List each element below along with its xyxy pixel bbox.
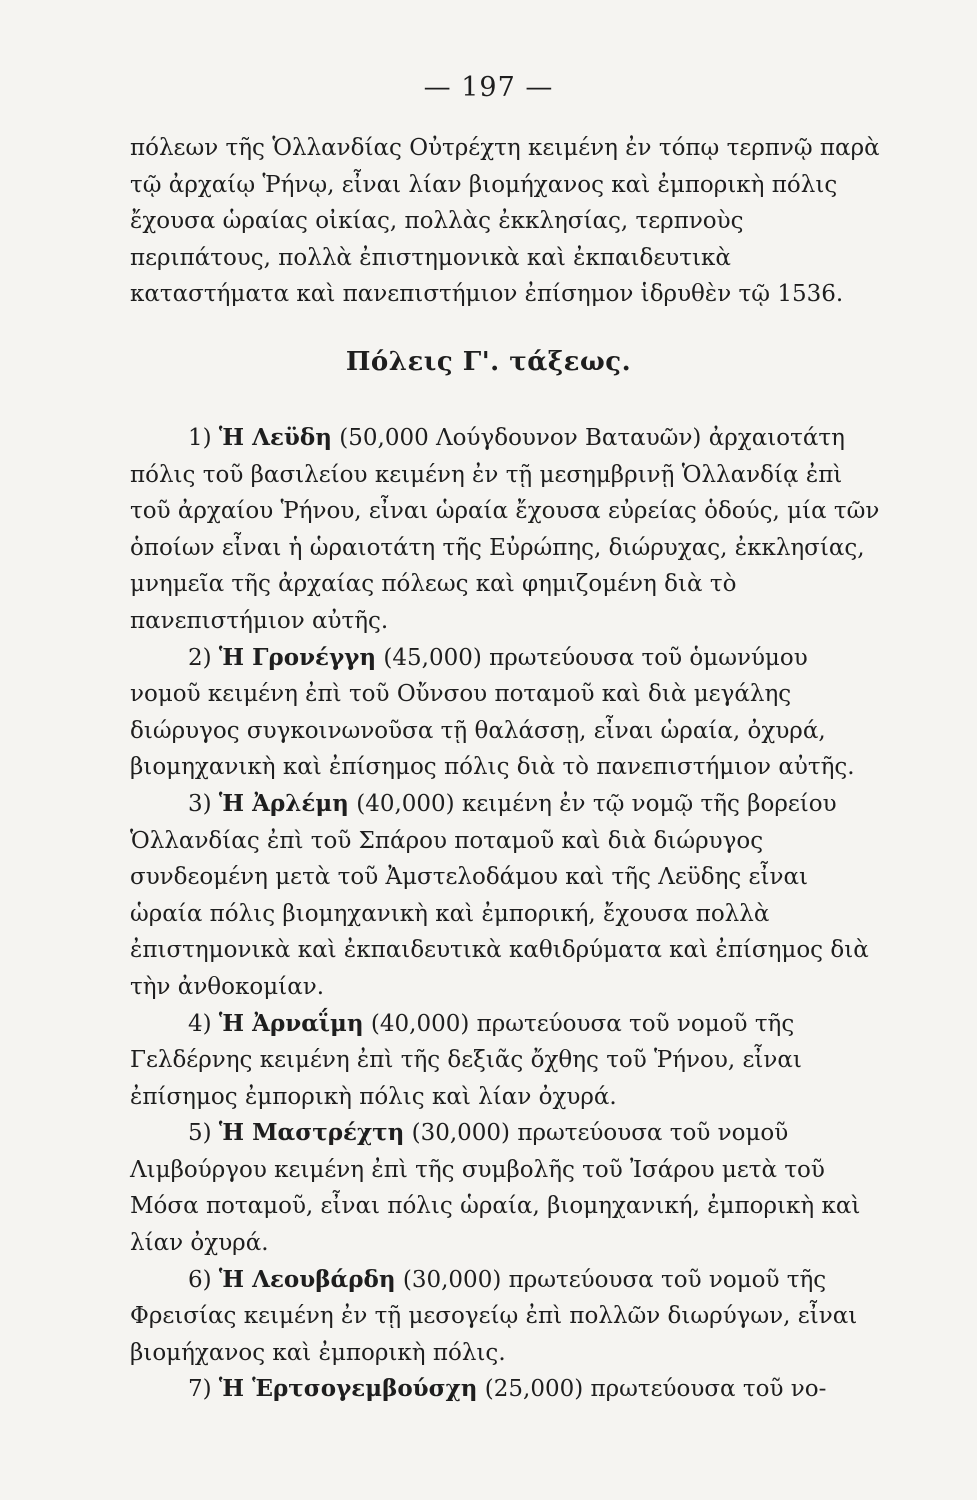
city-description: πρωτεύουσα τοῦ νο- [590,1376,827,1403]
entry-number: 7) [188,1376,212,1403]
entry-number: 1) [188,425,212,451]
city-population: (25,000) [484,1376,584,1403]
city-description: πρωτεύουσα τοῦ νομοῦ τῆς Γελδέρνης κειμένη ἐπὶ τῆς δεξιᾶς ὄχθης τοῦ Ῥήνου, εἶναι ἐπίσημος ἐμπορικὴ πόλις καὶ λίαν ὀχυρά. [130,1010,802,1110]
city-description: Λούγδουνον Βαταυῶν) ἀρχαιοτάτη πόλις τοῦ βασιλείου κειμένη ἐν τῇ μεσημβρινῇ Ὁλλανδίᾳ ἐπὶ τοῦ ἀρχαίου Ῥήνου, εἶναι ὡραία ἔχουσα εὐρείας ὁδούς, μία τῶν ὁποίων εἶναι ἡ ὡραιοτάτη τῆς Εὐρώπης, διώρυχας, ἐκκλησίας, μνημεῖα τῆς ἀρχαίας πόλεως καὶ φημιζομένη διὰ τὸ πανεπιστήμιον αὐτῆς. [130,425,880,634]
city-name: Ἡ Γρονέγγη [218,643,377,671]
entry-number: 6) [188,1266,212,1293]
city-entry-6 [130,1262,880,1372]
city-entry-3 [130,786,880,1006]
city-name: Ἡ Ἑρτσογεμβούσχη [218,1375,478,1403]
city-name: Ἡ Λεϋδη [218,424,332,451]
city-population: (40,000) [356,790,455,817]
entry-number: 4) [188,1010,212,1037]
entry-number: 5) [188,1120,212,1147]
city-description: κειμένη ἐν τῷ νομῷ τῆς βορείου Ὁλλανδίας ἐπὶ τοῦ Σπάρου ποταμοῦ καὶ διὰ διώρυγος συνδεομένη μετὰ τοῦ Ἀμστελοδάμου καὶ τῆς Λεϋδης εἶναι ὡραία πόλις βιομηχανικὴ καὶ ἐμπορική, ἔχουσα πολλὰ ἐπιστημονικὰ καὶ ἐκπαιδευτικὰ καθιδρύματα καὶ ἐπίσημος διὰ τὴν ἀνθοκομίαν. [130,790,869,1000]
city-entry-4 [130,1006,880,1116]
city-description: πρωτεύουσα τοῦ νομοῦ τῆς Φρεισίας κειμένη ἐν τῇ μεσογείῳ ἐπὶ πολλῶν διωρύγων, εἶναι βιομήχανος καὶ ἐμπορικὴ πόλις. [130,1266,858,1366]
city-entry-2 [130,640,880,786]
city-name: Ἡ Ἀρναΐμη [218,1009,364,1037]
section-heading: Πόλεις Γ'. τάξεως. [345,347,632,377]
city-population: (50,000 [339,425,429,451]
city-name: Ἡ Λεουβάρδη [218,1265,396,1293]
city-description: πρωτεύουσα τοῦ ὁμωνύμου νομοῦ κειμένη ἐπὶ τοῦ Οὔνσου ποταμοῦ καὶ διὰ μεγάλης διώρυγος συγκοινωνοῦσα τῇ θαλάσσῃ, εἶναι ὡραία, ὀχυρά, βιομηχανικὴ καὶ ἐπίσημος πόλις διὰ τὸ πανεπιστήμιον αὐτῆς. [130,644,855,781]
intro-paragraph [130,130,880,313]
city-entry-7 [130,1371,880,1408]
city-list [130,420,880,1408]
city-population: (45,000) [383,644,482,671]
city-entry-5 [130,1115,880,1261]
entry-number: 3) [188,790,212,817]
city-population: (30,000) [402,1266,502,1293]
intro-text: πόλεων τῆς Ὁλλανδίας Οὐτρέχτη κειμένη ἐν τόπῳ τερπνῷ παρὰ τῷ ἀρχαίῳ Ῥήνῳ, εἶναι λίαν βιομήχανος καὶ ἐμπορικὴ πόλις ἔχουσα ὡραίας οἰκίας, πολλὰς ἐκκλησίας, τερπνοὺς περιπάτους, πολλὰ ἐπιστημονικὰ καὶ ἐκπαιδευτικὰ καταστήματα καὶ πανεπιστήμιον ἐπίσημον ἱδρυθὲν τῷ 1536. [130,135,880,308]
page-number: — 197 — [423,72,554,103]
city-entry-1 [130,420,880,640]
city-population: (40,000) [370,1010,470,1037]
city-name: Ἡ Ἀρλέμη [218,789,349,817]
city-description: πρωτεύουσα τοῦ νομοῦ Λιμβούργου κειμένη ἐπὶ τῆς συμβολῆς τοῦ Ἰσάρου μετὰ τοῦ Μόσα ποταμοῦ, εἶναι πόλις ὡραία, βιομηχανική, ἐμπορικὴ καὶ λίαν ὀχυρά. [130,1120,861,1257]
city-population: (30,000) [411,1120,511,1147]
entry-number: 2) [188,644,212,671]
city-name: Ἡ Μαστρέχτη [218,1119,405,1147]
